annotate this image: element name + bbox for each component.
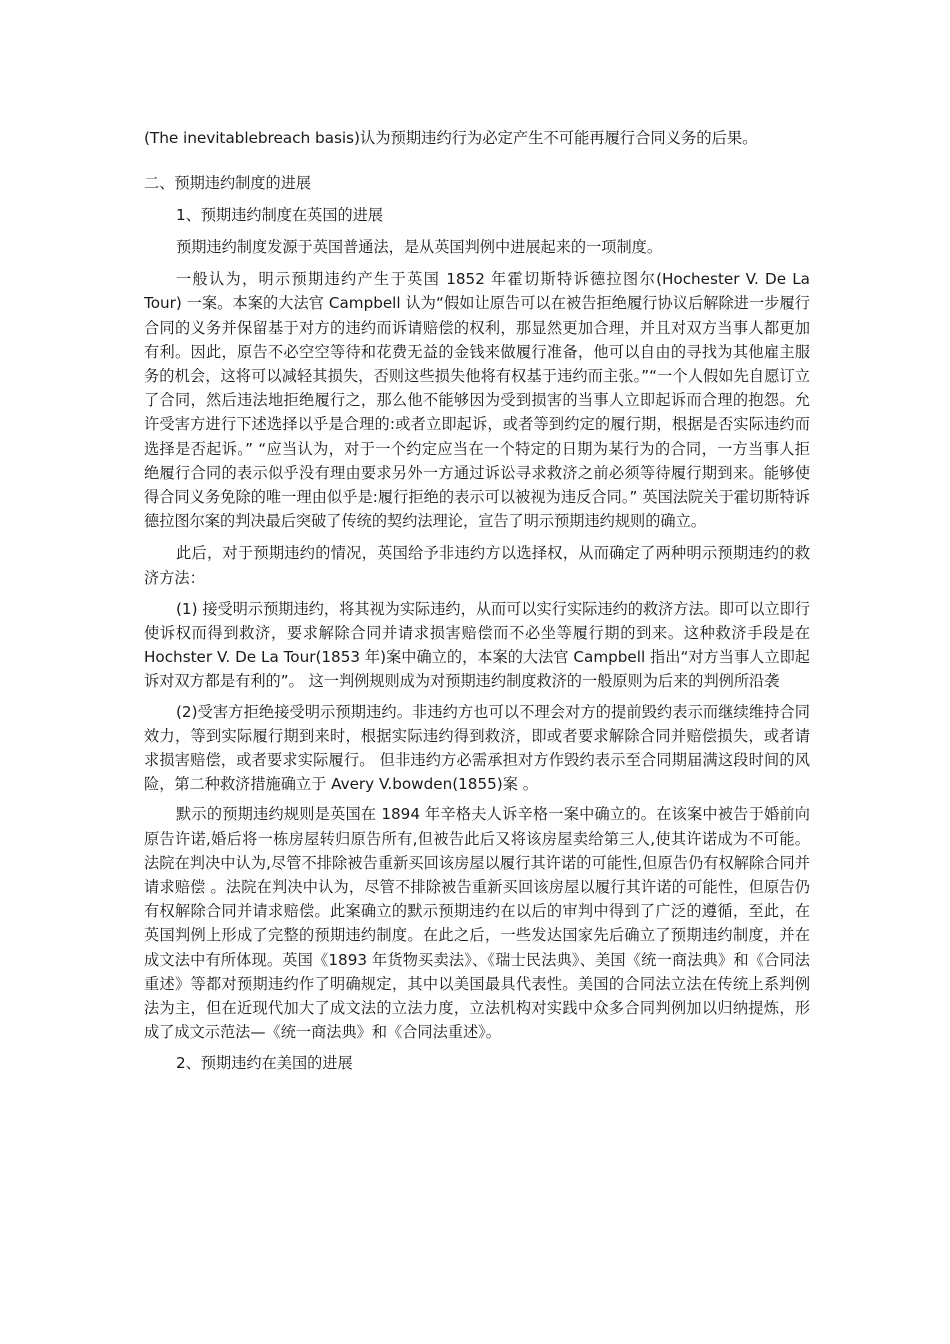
paragraph-remedy-one: (1) 接受明示预期违约，将其视为实际违约，从而可以实行实际违约的救济方法。即可以立即行使诉权而得到救济，要求解除合同并请求损害赔偿而不必坐等履行期的到来。这种救济手段是在 Hochster V. De La Tour(1853 年)案中确立的，本案的大法官 Campbell 指出“对方当事人立即起诉对双方都是有利的”。 这一判例规则成为对预期违约制度救济的一般原则为后来的判例所沿袭 bbox=[144, 599, 810, 691]
sub-heading-britain: 1、预期违约制度在英国的进展 bbox=[176, 206, 384, 224]
paragraph-origin: 预期违约制度发源于英国普通法，是从英国判例中进展起来的一项制度。 bbox=[176, 238, 662, 256]
paragraph-remedies-intro: 此后，对于预期违约的情况，英国给予非违约方以选择权，从而确定了两种明示预期违约的救济方法： bbox=[144, 544, 810, 587]
paragraph-hochester-case: 一般认为，明示预期违约产生于英国 1852 年霍切斯特诉德拉图尔(Hochester V. De La Tour) 一案。本案的大法官 Campbell 认为“假如让原告可以在被告拒绝履行协议后解除进一步履行合同的义务并保留基于对方的违约而诉请赔偿的权利，那显然更加合理，并且对双方当事人都更加有利。因此，原告不必空空等待和花费无益的金钱来做履行准备，他可以自由的寻找为其他雇主服务的机会，这将可以减轻其损失，否则这些损失他将有权基于违约而主张。”“一个人假如先自愿订立了合同，然后违法地拒绝履行之，那么他不能够因为受到损害的当事人立即起诉而合理的抱怨。允许受害方进行下述选择以乎是合理的:或者立即起诉，或者等到约定的履行期，根据是否实际违约而选择是否起诉。” “应当认为，对于一个约定应当在一个特定的日期为某行为的合同，一方当事人拒绝履行合同的表示似乎没有理由要求另外一方通过诉讼寻求救济之前必须等待履行期到来。能够使得合同义务免除的唯一理由似乎是:履行拒绝的表示可以被视为违反合同。” 英国法院关于霍切斯特诉德拉图尔案的判决最后突破了传统的契约法理论，宣告了明示预期违约规则的确立。 bbox=[144, 270, 810, 531]
paragraph-implied-breach: 默示的预期违约规则是英国在 1894 年辛格夫人诉辛格一案中确立的。在该案中被告于婚前向原告许诺,婚后将一栋房屋转归原告所有,但被告此后又将该房屋卖给第三人,使其许诺成为不可能。法院在判决中认为,尽管不排除被告重新买回该房屋以履行其许诺的可能性,但原告仍有权解除合同并请求赔偿 。法院在判决中认为，尽管不排除被告重新买回该房屋以履行其许诺的可能性，但原告仍有权解除合同并请求赔偿。此案确立的默示预期违约在以后的审判中得到了广泛的遵循，至此，在英国判例上形成了完整的预期违约制度。在此之后，一些发达国家先后确立了预期违约制度，并在成文法中有所体现。英国《1893 年货物买卖法》、《瑞士民法典》、美国《统一商法典》和《合同法重述》等都对预期违约作了明确规定，其中以美国最具代表性。美国的合同法立法在传统上系判例法为主，但在近现代加大了成文法的立法力度，立法机构对实践中众多合同判例加以归纳提炼，形成了成文示范法—《统一商法典》和《合同法重述》。 bbox=[144, 805, 810, 1042]
intro-line: (The inevitablebreach basis)认为预期违约行为必定产生不可能再履行合同义务的后果。 bbox=[144, 129, 758, 147]
paragraph-remedy-two: (2)受害方拒绝接受明示预期违约。非违约方也可以不理会对方的提前毁约表示而继续维持合同效力，等到实际履行期到来时，根据实际违约得到救济，即或者要求解除合同并赔偿损失，或者请求损害赔偿，或者要求实际履行。 但非违约方必需承担对方作毁约表示至合同期届满这段时间的风险，第二种救济措施确立于 Avery V.bowden(1855)案 。 bbox=[144, 702, 810, 794]
section-heading: 二、预期违约制度的进展 bbox=[144, 174, 312, 192]
document-page bbox=[144, 126, 810, 1076]
sub-heading-america: 2、预期违约在美国的进展 bbox=[176, 1053, 353, 1072]
